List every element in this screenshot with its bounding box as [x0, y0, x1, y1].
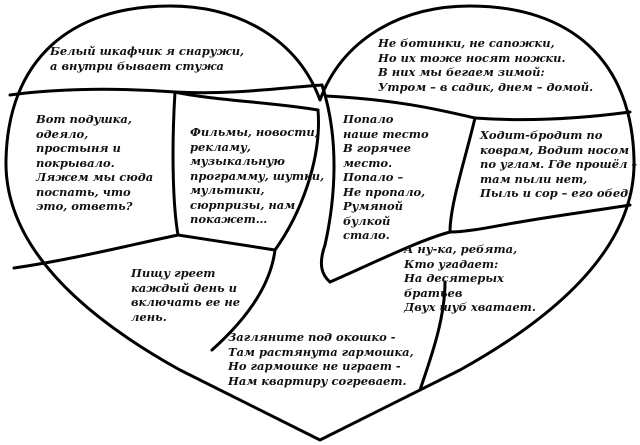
divider-left-top	[10, 85, 322, 95]
riddle-iron: Пищу греет каждый день и включать ее не лень.	[131, 266, 241, 324]
riddle-oven: Попало наше тесто В горячее место. Попало – Не пропало, Румяной булкой стало.	[343, 112, 429, 242]
riddle-tv: Фильмы, новости, рекламу, музыкальную программу, шутки, мультики, сюрпризы, нам покажет…	[190, 125, 325, 226]
riddle-boots: Не ботинки, не сапожки, Но их тоже носят ножки. В них мы бегаем зимой: Утром – в садик, днем – домой.	[378, 36, 594, 94]
divider-vacuum-bottom	[520, 205, 630, 222]
divider-left-mid	[175, 92, 318, 110]
riddle-bed: Вот подушка, одеяло, простыня и покрывало. Ляжем мы сюда поспать, что это, ответь?	[36, 112, 154, 213]
riddle-hanger: А ну-ка, ребята, Кто угадает: На десятерых братьев Двух шуб хватает.	[404, 242, 536, 314]
divider-bed-bottom	[14, 235, 178, 268]
riddle-vacuum: Ходит-бродит по коврам, Водит носом по углам. Где прошёл – там пыли нет, Пыль и сор – его обед.	[480, 128, 638, 200]
riddle-radiator: Загляните под окошко - Там растянута гармошка, Но гармошке не играет - Нам квартиру согревает.	[228, 330, 414, 388]
riddle-wardrobe: Белый шкафчик я снаружи, а внутри бывает стужа	[50, 44, 245, 73]
divider-vacuum-top	[475, 112, 630, 120]
